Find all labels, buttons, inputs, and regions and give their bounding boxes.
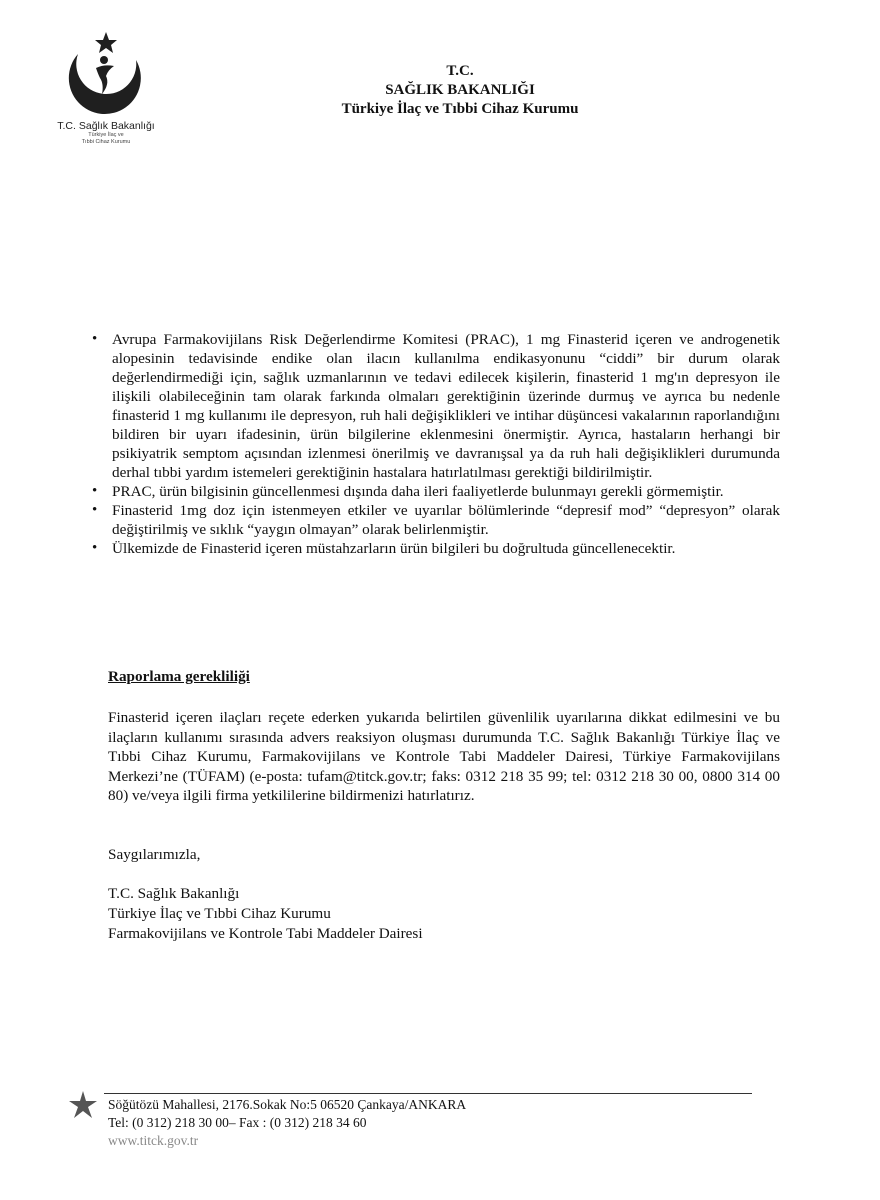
- signature-line-2: Türkiye İlaç ve Tıbbi Cihaz Kurumu: [108, 905, 331, 922]
- header-line-3: Türkiye İlaç ve Tıbbi Cihaz Kurumu: [341, 101, 579, 117]
- logo-subtitle-1: Türkiye İlaç ve: [88, 132, 124, 138]
- signature-block: [108, 884, 423, 944]
- letterhead: [250, 62, 670, 119]
- footer-website: www.titck.gov.tr: [108, 1133, 199, 1148]
- section-title: Raporlama gerekliliği: [108, 668, 250, 685]
- footer-divider: [104, 1093, 752, 1094]
- signature-line-1: T.C. Sağlık Bakanlığı: [108, 885, 240, 902]
- header-line-2: SAĞLIK BAKANLIĞI: [385, 82, 535, 98]
- signature-line-3: Farmakovijilans ve Kontrole Tabi Maddeler Dairesi: [108, 925, 423, 942]
- bullet-item: • Avrupa Farmakovijilans Risk Değerlendirme Komitesi (PRAC), 1 mg Finasterid içeren ve androgenetik alopesinin tedavisinde endike olan ilacın kullanılma endikasyonunu “ciddi” bir durum olarak değerlendirmediği için, sağlık uzmanlarının ve tedavi edilecek kişilerin, finasterid 1 mg'ın depresyon ile ilişkili olabileceğinin tam olarak farkında olmaları gerektiğinin üzerinde durmuş ve ayrıca bu nedenle finasterid 1 mg kullanımı ile depresyon, ruh hali değişiklikleri ve intihar düşüncesi vakalarının raporlandığını bildiren bir uyarı ifadesinin, ürün bilgilerine eklenmesini önermiştir. Ayrıca, hastaların herhangi bir psikiyatrik semptom açısından izlenmesi önerilmiş ve davranışsal ya da ruh hali değişiklikleri durumunda derhal tıbbi yardım istemeleri gerektiğinin hastalara hatırlatılması gerektiği bildirilmiştir.: [112, 330, 780, 482]
- logo-subtitle-2: Tıbbi Cihaz Kurumu: [81, 139, 131, 145]
- footer-phone: Tel: (0 312) 218 30 00– Fax : (0 312) 218 34 60: [108, 1115, 367, 1130]
- header-line-1: T.C.: [446, 63, 474, 79]
- ministry-logo: [52, 30, 182, 146]
- reporting-paragraph: Finasterid içeren ilaçları reçete ederken yukarıda belirtilen güvenlilik uyarılarına dikkat edilmesini ve bu ilaçların kullanımı sırasında advers reaksiyon oluşması durumunda T.C. Sağlık Bakanlığı Türkiye İlaç ve Tıbbi Cihaz Kurumu, Farmakovijilans ve Kontrole Tabi Maddeler Dairesi, Türkiye Farmakovijilans Merkezi’ne (TÜFAM) (e-posta: tufam@titck.gov.tr; faks: 0312 218 35 99; tel: 0312 218 30 00, 0800 314 00 80) ve/veya ilgili firma yetkililerine bildirmenizi hatırlatırız.: [108, 709, 780, 804]
- footer-address: Söğütözü Mahallesi, 2176.Sokak No:5 06520 Çankaya/ANKARA: [108, 1097, 467, 1112]
- bullet-list: [112, 330, 780, 558]
- bullet-item: • Finasterid 1mg doz için istenmeyen etkiler ve uyarılar bölümlerinde “depresif mod” “depresyon” olarak değiştirilmiş ve sıklık “yaygın olmayan” olarak belirlenmiştir.: [112, 501, 780, 539]
- bullet-item: • Ülkemizde de Finasterid içeren müstahzarların ürün bilgileri bu doğrultuda güncellenecektir.: [112, 539, 780, 558]
- bullet-item: • PRAC, ürün bilgisinin güncellenmesi dışında daha ileri faaliyetlerde bulunmayı gerekli görmemiştir.: [112, 482, 780, 501]
- footer: [108, 1096, 466, 1150]
- crescent-star-figure-icon: [58, 30, 154, 118]
- star-icon: [68, 1090, 98, 1120]
- closing: Saygılarımızla,: [108, 846, 201, 863]
- logo-name: T.C. Sağlık Bakanlığı: [57, 120, 155, 132]
